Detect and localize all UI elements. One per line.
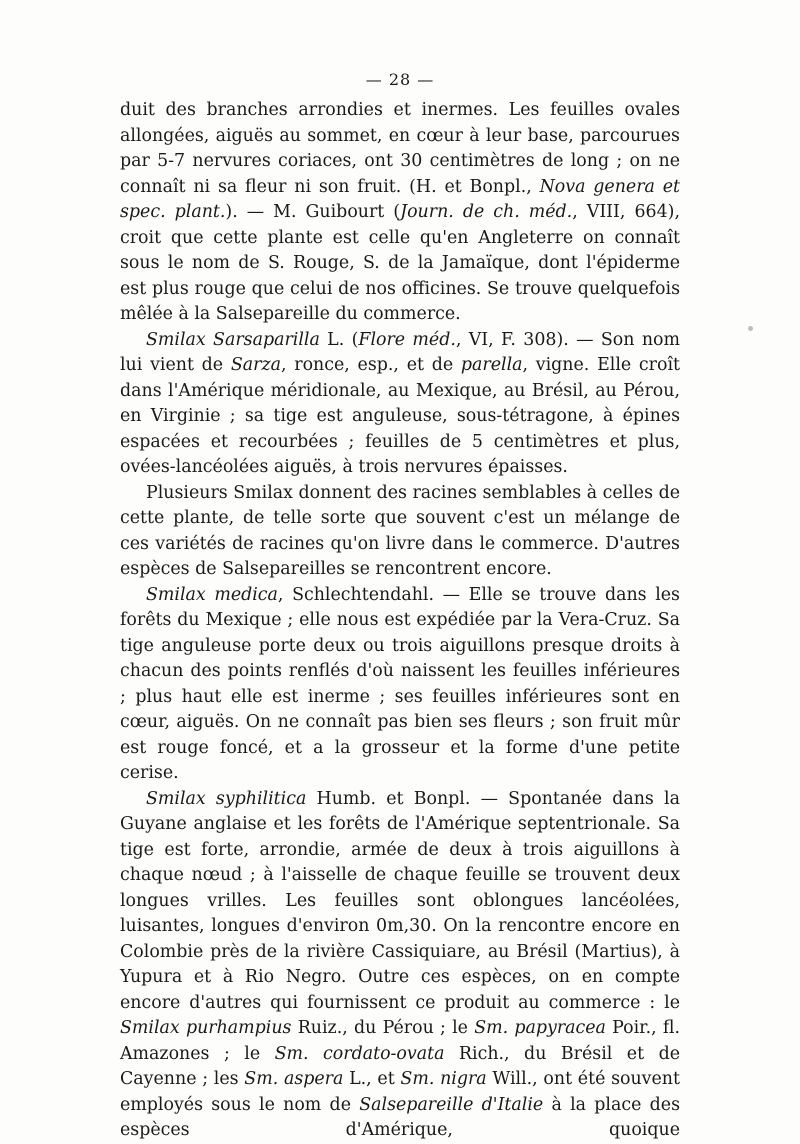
text-run: , VI, F. 308). — Son nom lui vient de [120,329,680,375]
italic-text: Salsepareille d'Italie [359,1094,544,1115]
text-run: Humb. et Bonpl. — Spontanée dans la Guyane anglaise et les forêts de l'Amérique septentrionale. Sa tige est forte, arrondie, armée de deux à trois aiguillons à chaque nœud ; à l'aisselle de chaque feuille se trouvent deux longues vrilles. Les feuilles sont oblongues lancéolées, luisantes, longues d'environ 0m,30. On la rencontre encore en Colombie près de la rivière Cassiquiare, au Brésil (Martius), à Yupura et à Rio Negro. Outre ces espèces, on en compte encore d'autres qui fournissent ce produit au commerce : le [120,788,680,1013]
text-run: , ronce, esp., et de [281,355,461,375]
text-run: ). — M. Guibourt ( [225,202,401,222]
text-run: Poir., fl. Amazones ; le [120,1018,681,1064]
paragraph [120,481,680,583]
text-run: L. ( [319,329,359,350]
paragraph [120,98,680,328]
text-run: Will., ont été souvent employés sous le nom de [120,1069,680,1115]
text-run: Rich., du Brésil et de Cayenne ; les [120,1043,680,1089]
italic-text: Smilax Sarsaparilla [146,329,320,350]
print-speck [748,326,753,331]
italic-text: Smilax purhampius [120,1018,292,1038]
paragraph [120,583,680,787]
italic-text: Smilax syphilitica [146,788,307,809]
paragraph [120,328,680,481]
text-run: , Schlechtendahl. — Elle se trouve dans les forêts du Mexique ; elle nous est expédiée par la Vera-Cruz. Sa tige anguleuse porte deux ou trois aiguillons presque droits à chacun des points renflés d'où naissent les feuilles inférieures ; plus haut elle est inerme ; ses feuilles inférieures sont en cœur, aiguës. On ne connaît pas bien ses fleurs ; son fruit mûr est rouge foncé, et a la grosseur et la forme d'une petite cerise. [120,584,680,783]
text-run: Plusieurs Smilax donnent des racines semblables à celles de cette plante, de telle sorte que souvent c'est un mélange de ces variétés de racines qu'on livre dans le commerce. D'autres espèces de Salsepareilles se rencontrent encore. [120,482,680,579]
italic-text: Sarza [230,355,281,375]
body-text [120,98,680,1144]
paragraph [120,787,680,1144]
text-run: L., et [343,1069,401,1089]
text-run: , vigne. Elle croît dans l'Amérique méridionale, au Mexique, au Brésil, au Pérou, en Virginie ; sa tige est anguleuse, sous-tétragone, à épines espacées et recourbées ; feuilles de 5 centimètres et plus, ovées-lancéolées aiguës, à trois nervures épaisses. [120,355,680,477]
text-run: , VIII, 664), croit que cette plante est celle qu'en Angleterre on connaît sous le nom de S. Rouge, S. de la Jamaïque, dont l'épiderme est plus rouge que celui de nos officines. Se trouve quelquefois mêlée à la Salsepareille du commerce. [120,202,680,324]
italic-text: Flore méd. [358,329,456,350]
text-run: Ruiz., du Pérou ; le [291,1018,475,1038]
text-run: duit des branches arrondies et inermes. Les feuilles ovales allongées, aiguës au sommet, en cœur à leur base, parcourues par 5-7 nervures coriaces, ont 30 centimètres de long ; on ne connaît ni sa fleur ni son fruit. (H. et Bonpl., [120,100,680,197]
italic-text: Sm. papyracea [474,1018,606,1038]
italic-text: Smilax medica [146,584,278,605]
italic-text: Sm. nigra [400,1069,487,1089]
italic-text: parella [460,355,523,375]
italic-text: Nova genera et spec. plant. [120,176,680,222]
page-number: — 28 — [365,70,435,89]
italic-text: Sm. aspera [244,1069,344,1089]
italic-text: Journ. de ch. méd. [400,202,573,222]
text-run: à la place des espèces d'Amérique, quoique [120,1094,680,1140]
italic-text: Sm. cordato-ovata [274,1043,445,1064]
